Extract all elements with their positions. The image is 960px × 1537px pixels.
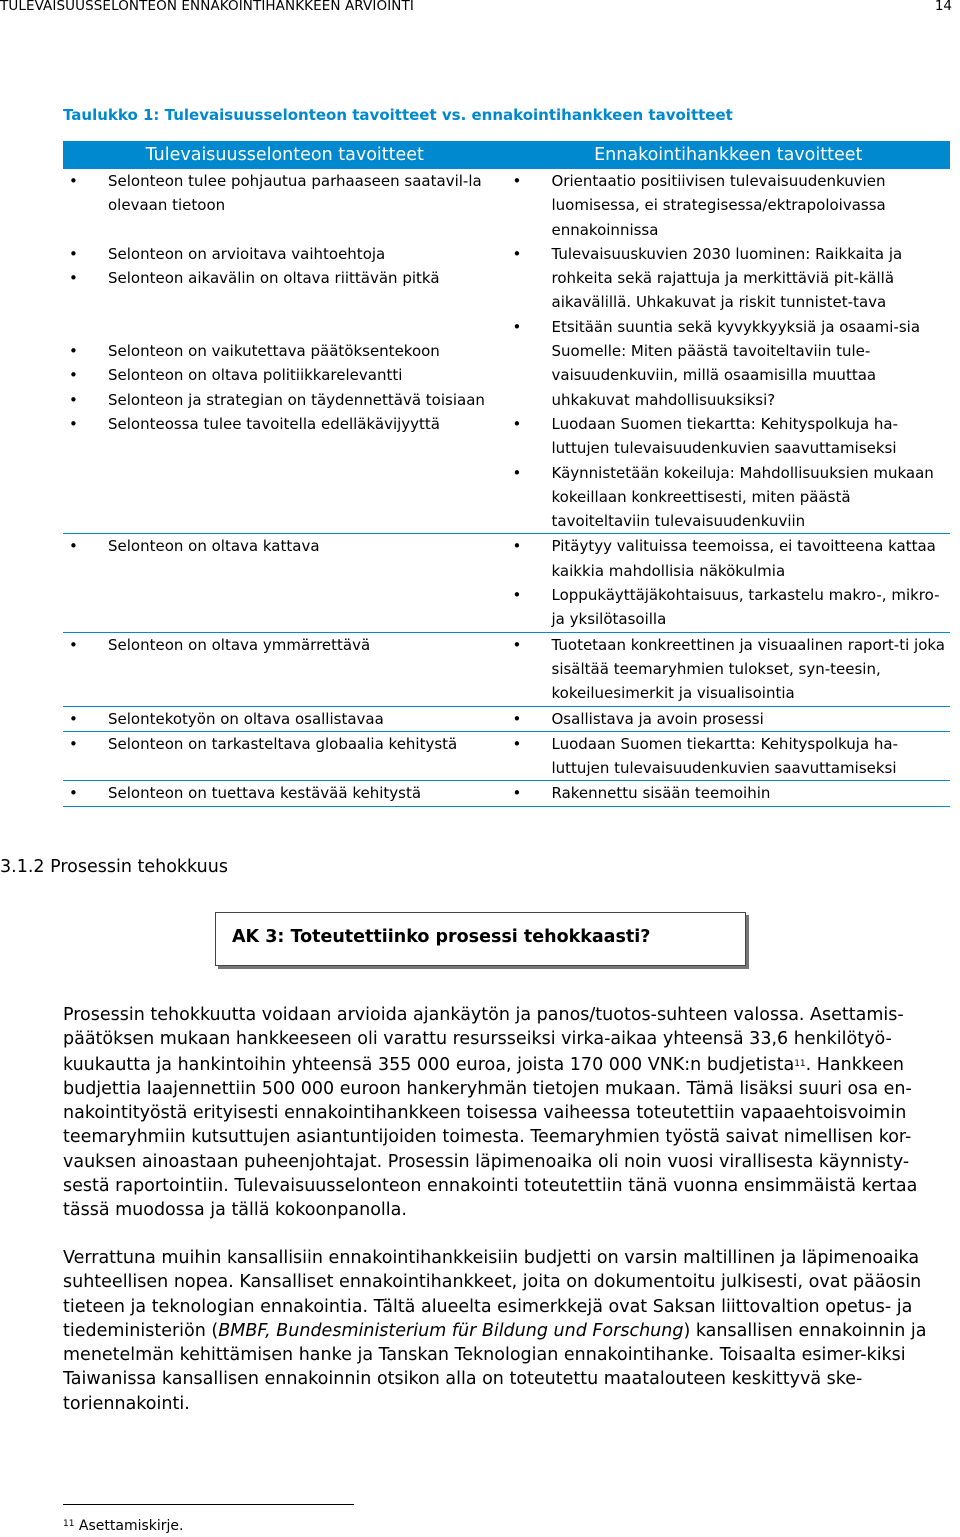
paragraph	[63, 1003, 953, 1223]
page-number: 14	[934, 0, 952, 14]
table-cell-left	[63, 534, 507, 631]
list-item: • Tulevaisuuskuvien 2030 luominen: Raikkaita ja rohkeita sekä rajattuja ja merkittäviä pit-källä aikavälillä. Uhkakuvat ja riskit tunnistet-tava	[511, 242, 951, 315]
list-item: • Selonteon on tuettava kestävää kehitystä	[63, 781, 501, 805]
header-left: Tulevaisuusselonteon tavoitteet	[145, 145, 424, 165]
table-cell-left	[63, 732, 507, 781]
table-cell-left	[63, 633, 507, 706]
paragraph-text: ) kansallisen ennakoinnin ja menetelmän kehittämisen hanke ja Tanskan Teknologian ennakointihanke. Toisaalta esimer-kiksi Taiwanissa kansallisen ennakoinnin otsikon alla on toteutettu maatalouteen keskittyvä ske-toriennakointi.	[63, 1320, 927, 1414]
list-item: • Käynnistetään kokeiluja: Mahdollisuuksien mukaan kokeillaan konkreettisesti, miten päästä tavoiteltaviin tulevaisuudenkuviin	[511, 461, 951, 534]
table-row	[63, 707, 950, 732]
table-row	[63, 633, 950, 707]
page-header-title: TULEVAISUUSSELONTEON ENNAKOINTIHANKKEEN ARVIOINTI	[0, 0, 414, 14]
table-caption: Taulukko 1: Tulevaisuusselonteon tavoitteet vs. ennakointihankkeen tavoitteet	[63, 106, 733, 124]
table-row	[63, 169, 950, 534]
table-cell-left	[63, 707, 507, 731]
list-item: • Rakennettu sisään teemoihin	[511, 781, 951, 805]
table-row	[63, 534, 950, 632]
footnote-ref[interactable]: 11	[794, 1058, 806, 1069]
list-item: • Selonteon on vaikutettava päätöksentekoon	[63, 339, 501, 363]
question-box	[215, 912, 746, 966]
list-item: • Selonteon tulee pohjautua parhaaseen saatavil-la olevaan tietoon	[63, 169, 501, 218]
table-cell-right	[507, 707, 951, 731]
section-heading: 3.1.2 Prosessin tehokkuus	[0, 857, 228, 877]
goals-table	[63, 141, 950, 807]
list-item: • Selonteon on arvioitava vaihtoehtoja	[63, 242, 501, 266]
question-text: AK 3: Toteutettiinko prosessi tehokkaasti?	[232, 927, 651, 947]
table-cell-left	[63, 169, 507, 533]
footnote-text: Asettamiskirje.	[78, 1518, 184, 1534]
table-cell-right	[507, 781, 951, 805]
list-item: • Selontekotyön on oltava osallistavaa	[63, 707, 501, 731]
paragraph-text: Prosessin tehokkuutta voidaan arvioida ajankäytön ja panos/tuotos-suhteen valossa. Asettamis-päätöksen mukaan hankkeeseen oli varattu resursseiksi virka-aikaa yhteensä 33,6 henkilötyö-kuukautta ja hankintoihin yhteensä 355 000 euroa, joista 170 000 VNK:n budjetista	[63, 1005, 904, 1075]
table-row	[63, 732, 950, 782]
table-cell-right	[507, 732, 951, 781]
paragraph	[63, 1246, 953, 1416]
table-cell-right	[507, 534, 951, 631]
table-cell-right	[507, 169, 951, 533]
table-header	[63, 141, 950, 169]
list-item: • Loppukäyttäjäkohtaisuus, tarkastelu makro-, mikro- ja yksilötasoilla	[511, 583, 951, 632]
footnote	[63, 1518, 183, 1534]
list-item: • Selonteon on tarkasteltava globaalia kehitystä	[63, 732, 501, 756]
footnote-divider	[63, 1504, 354, 1505]
list-item: • Selonteon on oltava kattava	[63, 534, 501, 558]
list-item: • Etsitään suuntia sekä kyvykkyyksiä ja osaami-sia Suomelle: Miten päästä tavoiteltaviin tule-vaisuudenkuviin, millä osaamisilla muuttaa uhkakuvat mahdollisuuksiksi?	[511, 315, 951, 412]
table-row	[63, 781, 950, 806]
list-item: • Orientaatio positiivisen tulevaisuudenkuvien luomisessa, ei strategisessa/ektrapoloivassa ennakoinnissa	[511, 169, 951, 242]
table-cell-right	[507, 633, 951, 706]
list-item: • Selonteon aikavälin on oltava riittävän pitkä	[63, 266, 501, 290]
list-item: • Luodaan Suomen tiekartta: Kehityspolkuja ha-luttujen tulevaisuudenkuvien saavuttamiseksi	[511, 732, 951, 781]
table-cell-left	[63, 781, 507, 805]
list-item: • Pitäytyy valituissa teemoissa, ei tavoitteena kattaa kaikkia mahdollisia näkökulmia	[511, 534, 951, 583]
list-item: • Selonteossa tulee tavoitella edelläkävijyyttä	[63, 412, 501, 436]
paragraph-text: Verrattuna muihin kansallisiin ennakointihankkeisiin budjetti on varsin maltillinen ja läpimenoaika suhteellisen nopea. Kansalliset ennakointihankkeet, joita on dokumentoitu julkisesti, ovat pääosin tieteen ja teknologian ennakointia. Tältä alueelta esimerkkejä ovat Saksan liittovaltion opetus- ja tiedeministeriön (	[63, 1248, 922, 1341]
list-item: • Selonteon on oltava politiikkarelevantti	[63, 363, 501, 387]
list-item: • Selonteon on oltava ymmärrettävä	[63, 633, 501, 657]
header-right: Ennakointihankkeen tavoitteet	[594, 145, 863, 165]
list-item: • Osallistava ja avoin prosessi	[511, 707, 951, 731]
paragraph-text: . Hankkeen budjettia laajennettiin 500 000 euroon hankeryhmän tietojen mukaan. Tämä lisäksi suuri osa en-nakointityöstä erityisesti ennakointihankkeen toisessa vaiheessa toteutettiin vapaaehtoisvoimin teemaryhmiin kutsuttujen asiantuntijoiden toimesta. Teemaryhmien työstä saivat nimellisen kor-vauksen ainoastaan puheenjohtajat. Prosessin läpimenoaika oli noin vuosi virallisesta käynnisty-sestä raportointiin. Tulevaisuusselonteon ennakointi toteutettiin tänä vuonna ensimmäistä kertaa tässä muodossa ja tällä kokoonpanolla.	[63, 1054, 918, 1221]
footnote-number: 11	[63, 1519, 75, 1529]
list-item: • Tuotetaan konkreettinen ja visuaalinen raport-ti joka sisältää teemaryhmien tulokset, syn-teesin, kokeiluesimerkit ja visualisointia	[511, 633, 951, 706]
list-item: • Selonteon ja strategian on täydennettävä toisiaan	[63, 388, 501, 412]
paragraph-emphasis: BMBF, Bundesministerium für Bildung und Forschung	[218, 1320, 684, 1341]
list-item: • Luodaan Suomen tiekartta: Kehityspolkuja ha-luttujen tulevaisuudenkuvien saavuttamiseksi	[511, 412, 951, 461]
